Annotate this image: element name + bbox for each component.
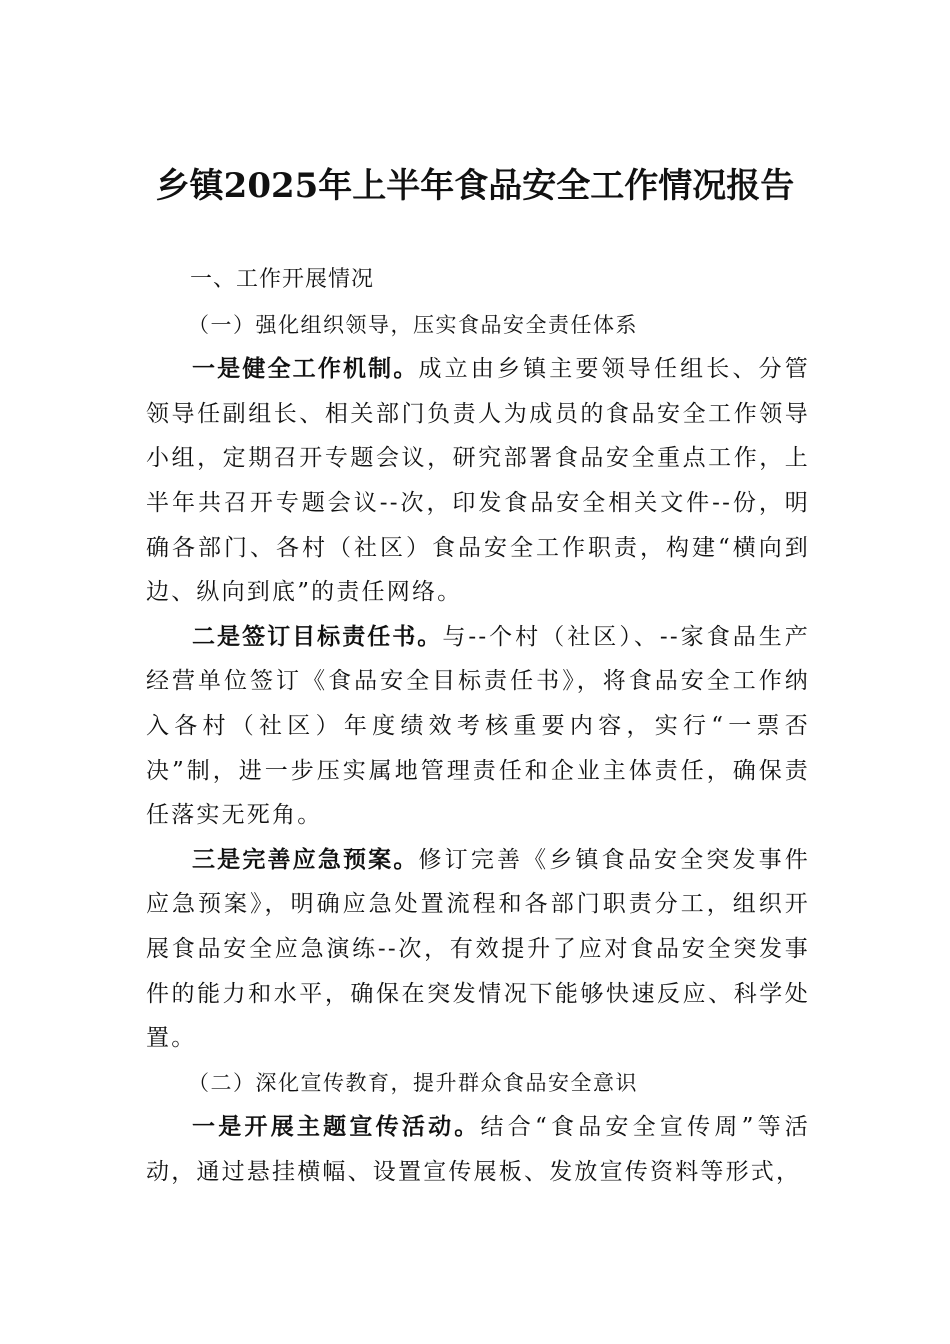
paragraph-lead: 二是签订目标责任书。 <box>192 623 443 650</box>
section-heading: 一、工作开展情况 <box>190 267 375 292</box>
paragraph-lead: 一是健全工作机制。 <box>192 356 419 383</box>
paragraph <box>146 1105 810 1194</box>
paragraph-text: 成立由乡镇主要领导任组长、分管领导任副组长、相关部门负责人为成员的食品安全工作领导小组，定期召开专题会议，研究部署食品安全重点工作，上半年共召开专题会议--次，印发食品安全相关文件--份，明确各部门、各村（社区）食品安全工作职责，构建“横向到边、纵向到底”的责任网络。 <box>146 356 810 606</box>
paragraph-text: 与--个村（社区）、--家食品生产经营单位签订《食品安全目标责任书》，将食品安全工作纳入各村（社区）年度绩效考核重要内容，实行“一票否决”制，进一步压实属地管理责任和企业主体责任，确保责任落实无死角。 <box>146 623 810 829</box>
paragraph-lead: 三是完善应急预案。 <box>192 846 419 873</box>
paragraph <box>146 838 810 1061</box>
document-body <box>146 258 810 1194</box>
paragraph <box>146 615 810 838</box>
paragraph-lead: 一是开展主题宣传活动。 <box>192 1114 481 1141</box>
paragraph-text: 修订完善《乡镇食品安全突发事件应急预案》，明确应急处置流程和各部门职责分工，组织开展食品安全应急演练--次，有效提升了应对食品安全突发事件的能力和水平，确保在突发情况下能够快速反应、科学处置。 <box>146 846 810 1052</box>
subsection-heading: （二）深化宣传教育，提升群众食品安全意识 <box>188 1070 638 1095</box>
paragraph <box>146 347 810 615</box>
subsection-heading: （一）强化组织领导，压实食品安全责任体系 <box>188 312 638 337</box>
document-title: 乡镇2025年上半年食品安全工作情况报告 <box>155 166 795 206</box>
paragraph-text: 结合“食品安全宣传周”等活动，通过悬挂横幅、设置宣传展板、发放宣传资料等形式， <box>146 1114 810 1185</box>
